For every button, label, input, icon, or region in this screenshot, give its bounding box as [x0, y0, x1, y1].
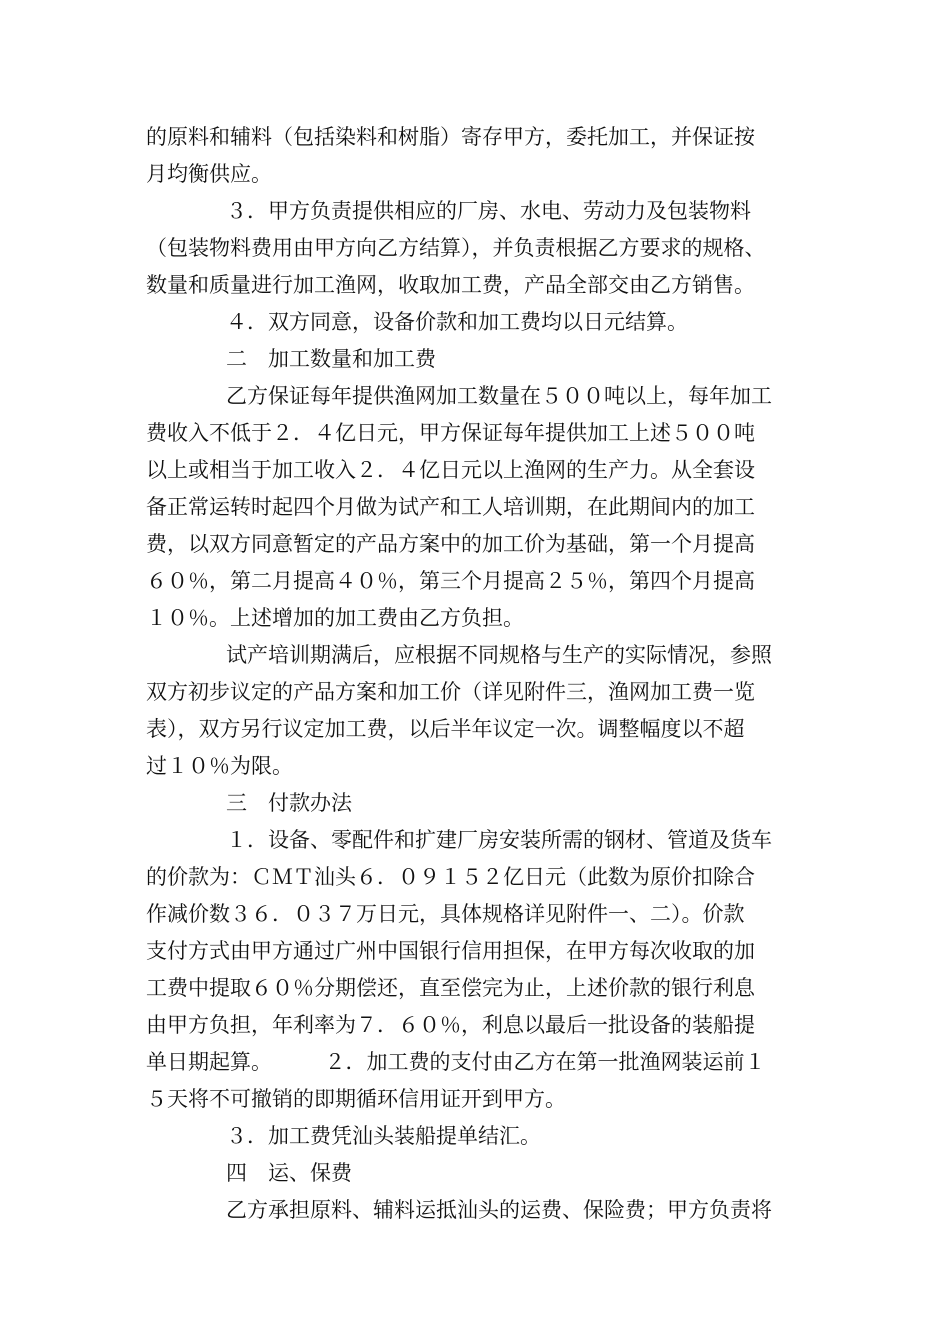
text-line: 单日期起算。 ２．加工费的支付由乙方在第一批渔网装运前１	[146, 1050, 766, 1074]
text-line: 试产培训期满后，应根据不同规格与生产的实际情况，参照	[226, 643, 772, 667]
text-line: 乙方保证每年提供渔网加工数量在５００吨以上，每年加工	[226, 384, 772, 408]
text-line: 乙方承担原料、辅料运抵汕头的运费、保险费；甲方负责将	[226, 1198, 772, 1222]
text-line: ６０％，第二月提高４０％，第三个月提高２５％，第四个月提高	[146, 569, 755, 593]
text-line: 数量和质量进行加工渔网，收取加工费，产品全部交由乙方销售。	[146, 273, 755, 297]
text-line: 过１０％为限。	[146, 754, 293, 778]
section-heading: 二 加工数量和加工费	[226, 347, 436, 371]
text-line: 工费中提取６０％分期偿还，直至偿完为止，上述价款的银行利息	[146, 976, 755, 1000]
text-line: 备正常运转时起四个月做为试产和工人培训期，在此期间内的加工	[146, 495, 755, 519]
text-line: １０％。上述增加的加工费由乙方负担。	[146, 606, 524, 630]
text-line: 的原料和辅料（包括染料和树脂）寄存甲方，委托加工，并保证按	[146, 125, 755, 149]
text-line: ３．加工费凭汕头装船提单结汇。	[226, 1124, 541, 1148]
section-heading: 三 付款办法	[226, 791, 352, 815]
text-line: 支付方式由甲方通过广州中国银行信用担保，在甲方每次收取的加	[146, 939, 755, 963]
text-line: １．设备、零配件和扩建厂房安装所需的钢材、管道及货车	[226, 828, 772, 852]
text-line: 费，以双方同意暂定的产品方案中的加工价为基础，第一个月提高	[146, 532, 755, 556]
text-line: ４．双方同意，设备价款和加工费均以日元结算。	[226, 310, 688, 334]
text-line: 表），双方另行议定加工费，以后半年议定一次。调整幅度以不超	[146, 717, 745, 741]
text-line: ３．甲方负责提供相应的厂房、水电、劳动力及包装物料	[226, 199, 751, 223]
text-line: （包装物料费用由甲方向乙方结算），并负责根据乙方要求的规格、	[146, 236, 766, 260]
text-line: ５天将不可撤销的即期循环信用证开到甲方。	[146, 1087, 566, 1111]
text-line: 作减价数３６．０３７万日元，具体规格详见附件一、二）。价款	[146, 902, 745, 926]
text-line: 费收入不低于２．４亿日元，甲方保证每年提供加工上述５００吨	[146, 421, 755, 445]
text-line: 以上或相当于加工收入２．４亿日元以上渔网的生产力。从全套设	[146, 458, 755, 482]
text-line: 由甲方负担，年利率为７．６０％，利息以最后一批设备的装船提	[146, 1013, 755, 1037]
text-line: 月均衡供应。	[146, 162, 272, 186]
section-heading: 四 运、保费	[226, 1161, 352, 1185]
text-line: 的价款为：ＣＭＴ汕头６．０９１５２亿日元（此数为原价扣除合	[146, 865, 755, 889]
text-line: 双方初步议定的产品方案和加工价（详见附件三，渔网加工费一览	[146, 680, 755, 704]
